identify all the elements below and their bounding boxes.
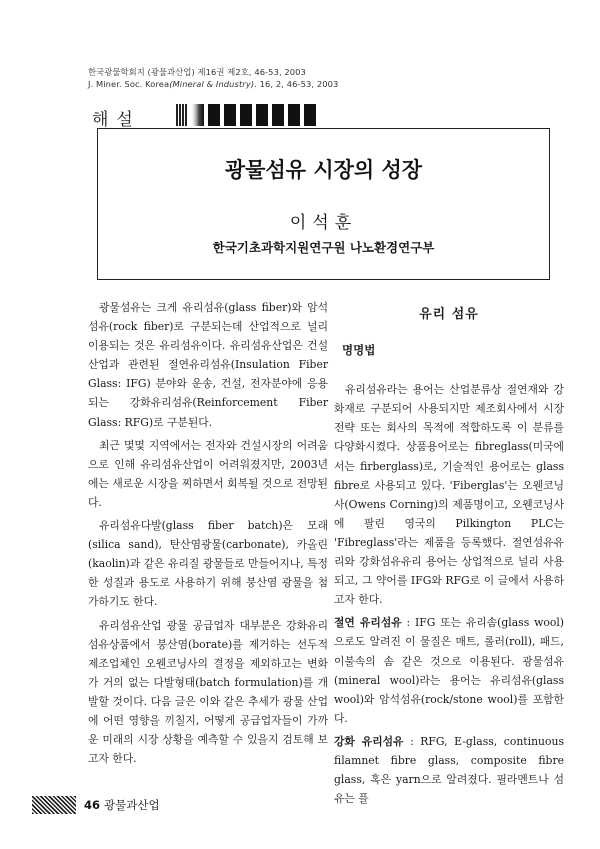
journal-header-korean: 한국광물학회지 (광물과산업) 제16권 제2호, 46-53, 2003 — [88, 67, 306, 77]
term: 절연 유리섬유 — [334, 616, 402, 630]
paragraph: 광물섬유는 크게 유리섬유(glass fiber)와 암석섬유(rock fiber)로 구분되는데 산업적으로 널리 이용되는 것은 유리섬유이다. 유리섬유산업은 건설산업과 관련된 절연유리섬유(Insulation Fiber Glass: IFG) 분야와 운송, 건설, 전자분야에 응용되는 강화유리섬유(Reinforcement Fiber Glass: RFG)로 구분된다. — [88, 301, 328, 429]
definition-reinforcement: 강화 유리섬유 : RFG, E-glass, continuous filamnet fibre glass, composite fibre glass, 혹은 yarn으로 알려졌다. 필라멘트나 섬유는 플 — [334, 734, 564, 806]
author-affiliation: 한국기초과학지원연구원 나노환경연구부 — [212, 240, 435, 255]
journal-header — [88, 66, 338, 90]
deco-square — [272, 104, 284, 126]
deco-square — [192, 104, 204, 126]
deco-square — [256, 104, 268, 126]
deco-square — [304, 104, 316, 126]
term: 강화 유리섬유 — [334, 734, 404, 748]
footer-pattern — [32, 796, 76, 814]
page-number: 46 — [84, 798, 101, 812]
deco-square — [224, 104, 236, 126]
title-box — [97, 128, 550, 280]
deco-square — [288, 104, 300, 126]
section-tag: 해설 — [92, 110, 141, 130]
decorative-bar — [176, 104, 316, 126]
journal-header-english: J. Miner. Soc. Korea(Mineral & Industry). 16, 2, 46-53, 2003 — [88, 79, 339, 89]
subheading: 명명법 — [342, 343, 376, 358]
article-title: 광물섬유 시장의 성장 — [224, 158, 423, 182]
paragraph: 유리섬유다발(glass fiber batch)은 모래(silica sand), 탄산염광물(carbonate), 카올린(kaolin)과 같은 유리질 광물들로 만들어지나, 특정한 성질과 용도로 사용하기 위해 붕산염 광물을 첨가하기도 한다. — [88, 519, 328, 609]
magazine-name: 광물과산업 — [104, 798, 160, 812]
deco-square — [240, 104, 252, 126]
right-column — [334, 298, 564, 812]
author-name: 이석훈 — [289, 213, 358, 233]
left-column — [88, 298, 328, 772]
paragraph: 유리섬유라는 용어는 산업분류상 절연재와 강화재로 구분되어 사용되지만 제조회사에서 시장전략 또는 회사의 목적에 적합하도록 이 분류를 다양화시켰다. 상품용어로는 fibreglass(미국에서는 firberglass)로, 기술적인 용어로는 glass fibre로 사용되고 있다. 'Fiberglas'는 오웬코닝사(Owens Corning)의 제품명이고, 오웬코닝사에 팔린 영국의 Pilkington PLC는 'Fibreglass'라는 제품을 등록했다. 절연섬유유리와 강화섬유유리 용어는 상업적으로 널리 사용되고, 그 약어를 IFG와 RFG로 이 글에서 사용하고자 한다. — [334, 383, 564, 607]
section-heading: 유리 섬유 — [419, 307, 479, 322]
deco-square — [176, 104, 188, 126]
paragraph: 유리섬유산업 광물 공급업자 대부분은 강화유리 섬유상품에서 붕산염(borate)를 제거하는 선두적 제조업체인 오웬코닝사의 결정을 제외하고는 변화가 거의 없는 다발형태(batch formulation)를 개발할 것이다. 다음 글은 이와 같은 추세가 광물 산업에 어떤 영향을 끼칠지, 어떻게 공급업자들이 가까운 미래의 시장 상황을 예측할 수 있을지 검토해 보고자 한다. — [88, 618, 328, 766]
deco-square — [208, 104, 220, 126]
paragraph: 최근 몇몇 지역에서는 전자와 건설시장의 어려움으로 인해 유리섬유산업이 어려워졌지만, 2003년에는 새로운 시장을 찌하면서 회복될 것으로 전망된다. — [88, 438, 328, 509]
definition-insulation: 절연 유리섬유 : IFG 또는 유리솜(glass wool)으로도 알려진 이 물질은 매트, 롤러(roll), 패드, 이불속의 솜 같은 것으로 이용된다. 광물섬유(mineral wool)라는 용어는 유리섬유(glass wool)와 암석섬유(rock/stone wool)를 포함한다. — [334, 616, 564, 725]
page-footer — [32, 796, 160, 814]
